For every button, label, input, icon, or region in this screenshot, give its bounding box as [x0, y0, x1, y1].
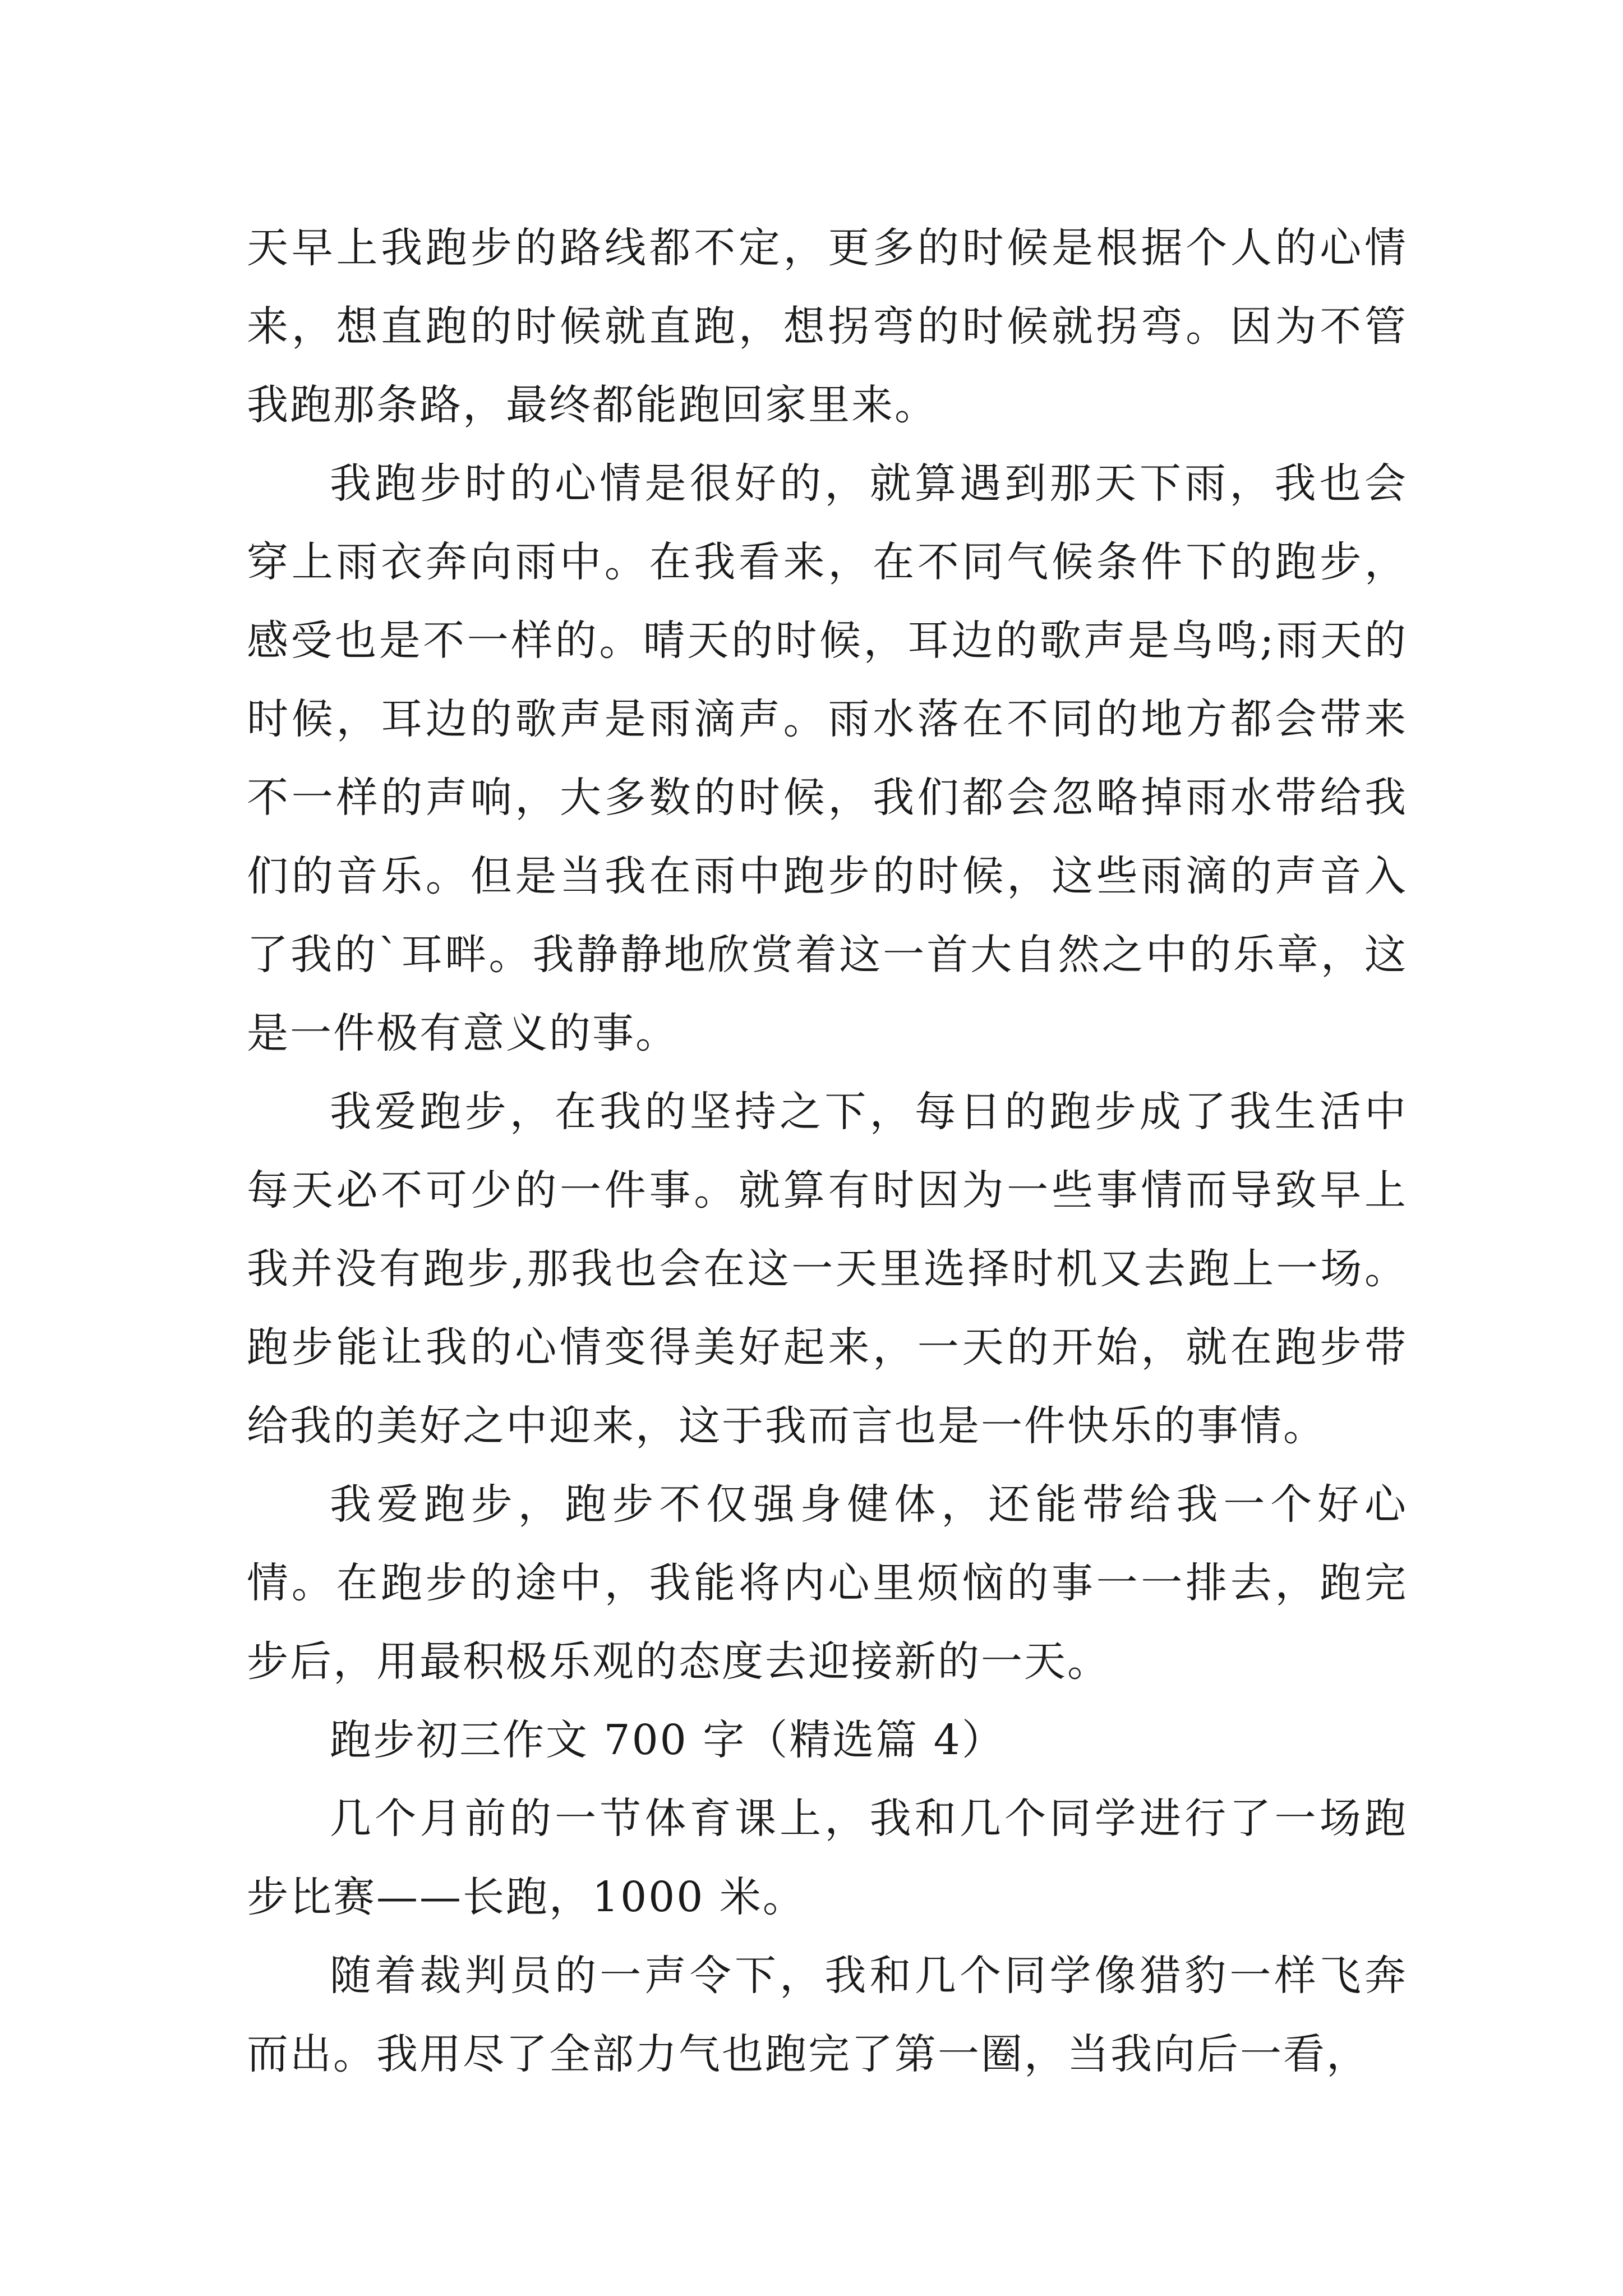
paragraph-6: 几个月前的一节体育课上，我和几个同学进行了一场跑步比赛——长跑，1000 米。	[247, 1795, 1408, 1921]
paragraph-7: 随着裁判员的一声令下，我和几个同学像猎豹一样飞奔而出。我用尽了全部力气也跑完了第一圈，当我向后一看，	[247, 1952, 1408, 2078]
paragraph-4: 我爱跑步，跑步不仅强身健体，还能带给我一个好心情。在跑步的途中，我能将内心里烦恼的事一一排去，跑完步后，用最积极乐观的态度去迎接新的一天。	[247, 1480, 1408, 1686]
section-heading: 跑步初三作文 700 字（精选篇 4）	[330, 1716, 1005, 1764]
body-text	[247, 209, 1408, 2093]
paragraph-3: 我爱跑步，在我的坚持之下，每日的跑步成了我生活中每天必不可少的一件事。就算有时因为一些事情而导致早上我并没有跑步,那我也会在这一天里选择时机又去跑上一场。跑步能让我的心情变得美好起来，一天的开始，就在跑步带给我的美好之中迎来，这于我而言也是一件快乐的事情。	[247, 1088, 1408, 1450]
paragraph-1: 天早上我跑步的路线都不定，更多的时候是根据个人的心情来，想直跑的时候就直跑，想拐弯的时候就拐弯。因为不管我跑那条路，最终都能跑回家里来。	[247, 224, 1408, 429]
paragraph-2: 我跑步时的心情是很好的，就算遇到那天下雨，我也会穿上雨衣奔向雨中。在我看来，在不同气候条件下的跑步，感受也是不一样的。晴天的时候，耳边的歌声是鸟鸣;雨天的时候，耳边的歌声是雨滴声。雨水落在不同的地方都会带来不一样的声响，大多数的时候，我们都会忽略掉雨水带给我们的音乐。但是当我在雨中跑步的时候，这些雨滴的声音入了我的`耳畔。我静静地欣赏着这一首大自然之中的乐章，这是一件极有意义的事。	[247, 459, 1408, 1057]
